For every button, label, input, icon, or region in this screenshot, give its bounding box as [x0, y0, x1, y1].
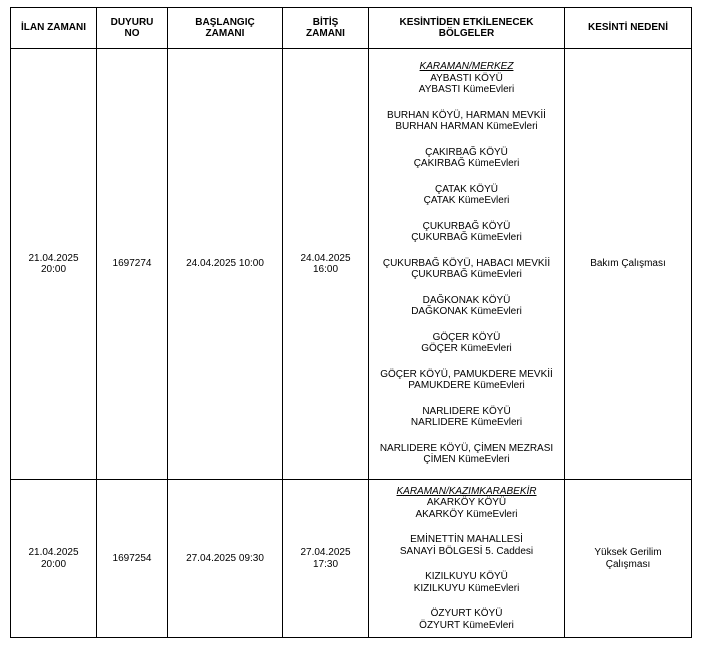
area-group: EMİNETTİN MAHALLESİ SANAYİ BÖLGESİ 5. Caddesi — [399, 534, 534, 557]
header-row — [11, 8, 692, 49]
region-heading: KARAMAN/MERKEZ — [419, 61, 514, 73]
area-group: ÇUKURBAĞ KÖYÜ, HABACI MEVKİİ ÇUKURBAĞ KümeEvleri — [382, 257, 551, 281]
area-group: BURHAN KÖYÜ, HARMAN MEVKİİ BURHAN HARMAN KümeEvleri — [387, 109, 546, 133]
area-group: GÖÇER KÖYÜ GÖÇER KümeEvleri — [421, 331, 512, 355]
header-affected-areas: KESİNTİDEN ETKİLENECEK BÖLGELER — [369, 8, 565, 49]
announce-time-cell: 21.04.2025 20:00 — [11, 480, 97, 638]
announce-time-cell: 21.04.2025 20:00 — [11, 49, 97, 480]
table-row — [11, 480, 692, 638]
region-heading: KARAMAN/KAZIMKARABEKİR — [396, 485, 537, 497]
header-start-time: BAŞLANGIÇ ZAMANI — [168, 8, 283, 49]
area-group: ÖZYURT KÖYÜ ÖZYURT KümeEvleri — [419, 608, 514, 631]
end-time-cell: 24.04.2025 16:00 — [283, 49, 369, 480]
notice-no-cell: 1697274 — [97, 49, 168, 480]
outage-reason-cell: Yüksek Gerilim Çalışması — [565, 480, 692, 638]
area-group: NARLIDERE KÖYÜ, ÇİMEN MEZRASI ÇİMEN KümeEvleri — [379, 442, 554, 466]
area-group: AKARKÖY KÖYÜ AKARKÖY KümeEvleri — [415, 497, 518, 520]
area-group: DAĞKONAK KÖYÜ DAĞKONAK KümeEvleri — [411, 294, 522, 318]
start-time-cell: 24.04.2025 10:00 — [168, 49, 283, 480]
outage-table — [10, 7, 692, 638]
start-time-cell: 27.04.2025 09:30 — [168, 480, 283, 638]
area-group: GÖÇER KÖYÜ, PAMUKDERE MEVKİİ PAMUKDERE KümeEvleri — [380, 368, 553, 392]
end-time-cell: 27.04.2025 17:30 — [283, 480, 369, 638]
area-group: ÇUKURBAĞ KÖYÜ ÇUKURBAĞ KümeEvleri — [411, 220, 522, 244]
affected-areas-cell — [369, 49, 565, 480]
notice-no-cell: 1697254 — [97, 480, 168, 638]
outage-reason-cell: Bakım Çalışması — [565, 49, 692, 480]
header-notice-no: DUYURU NO — [97, 8, 168, 49]
area-group: AYBASTI KÖYÜ AYBASTI KümeEvleri — [418, 72, 515, 96]
area-group: NARLIDERE KÖYÜ NARLIDERE KümeEvleri — [410, 405, 523, 429]
area-group: ÇATAK KÖYÜ ÇATAK KümeEvleri — [423, 183, 510, 207]
header-announce-time: İLAN ZAMANI — [11, 8, 97, 49]
area-group: ÇAKIRBAĞ KÖYÜ ÇAKIRBAĞ KümeEvleri — [413, 146, 520, 170]
header-outage-reason: KESİNTİ NEDENİ — [565, 8, 692, 49]
header-end-time: BİTİŞ ZAMANI — [283, 8, 369, 49]
table-row — [11, 49, 692, 480]
area-group: KIZILKUYU KÖYÜ KIZILKUYU KümeEvleri — [413, 571, 520, 594]
affected-areas-cell — [369, 480, 565, 638]
